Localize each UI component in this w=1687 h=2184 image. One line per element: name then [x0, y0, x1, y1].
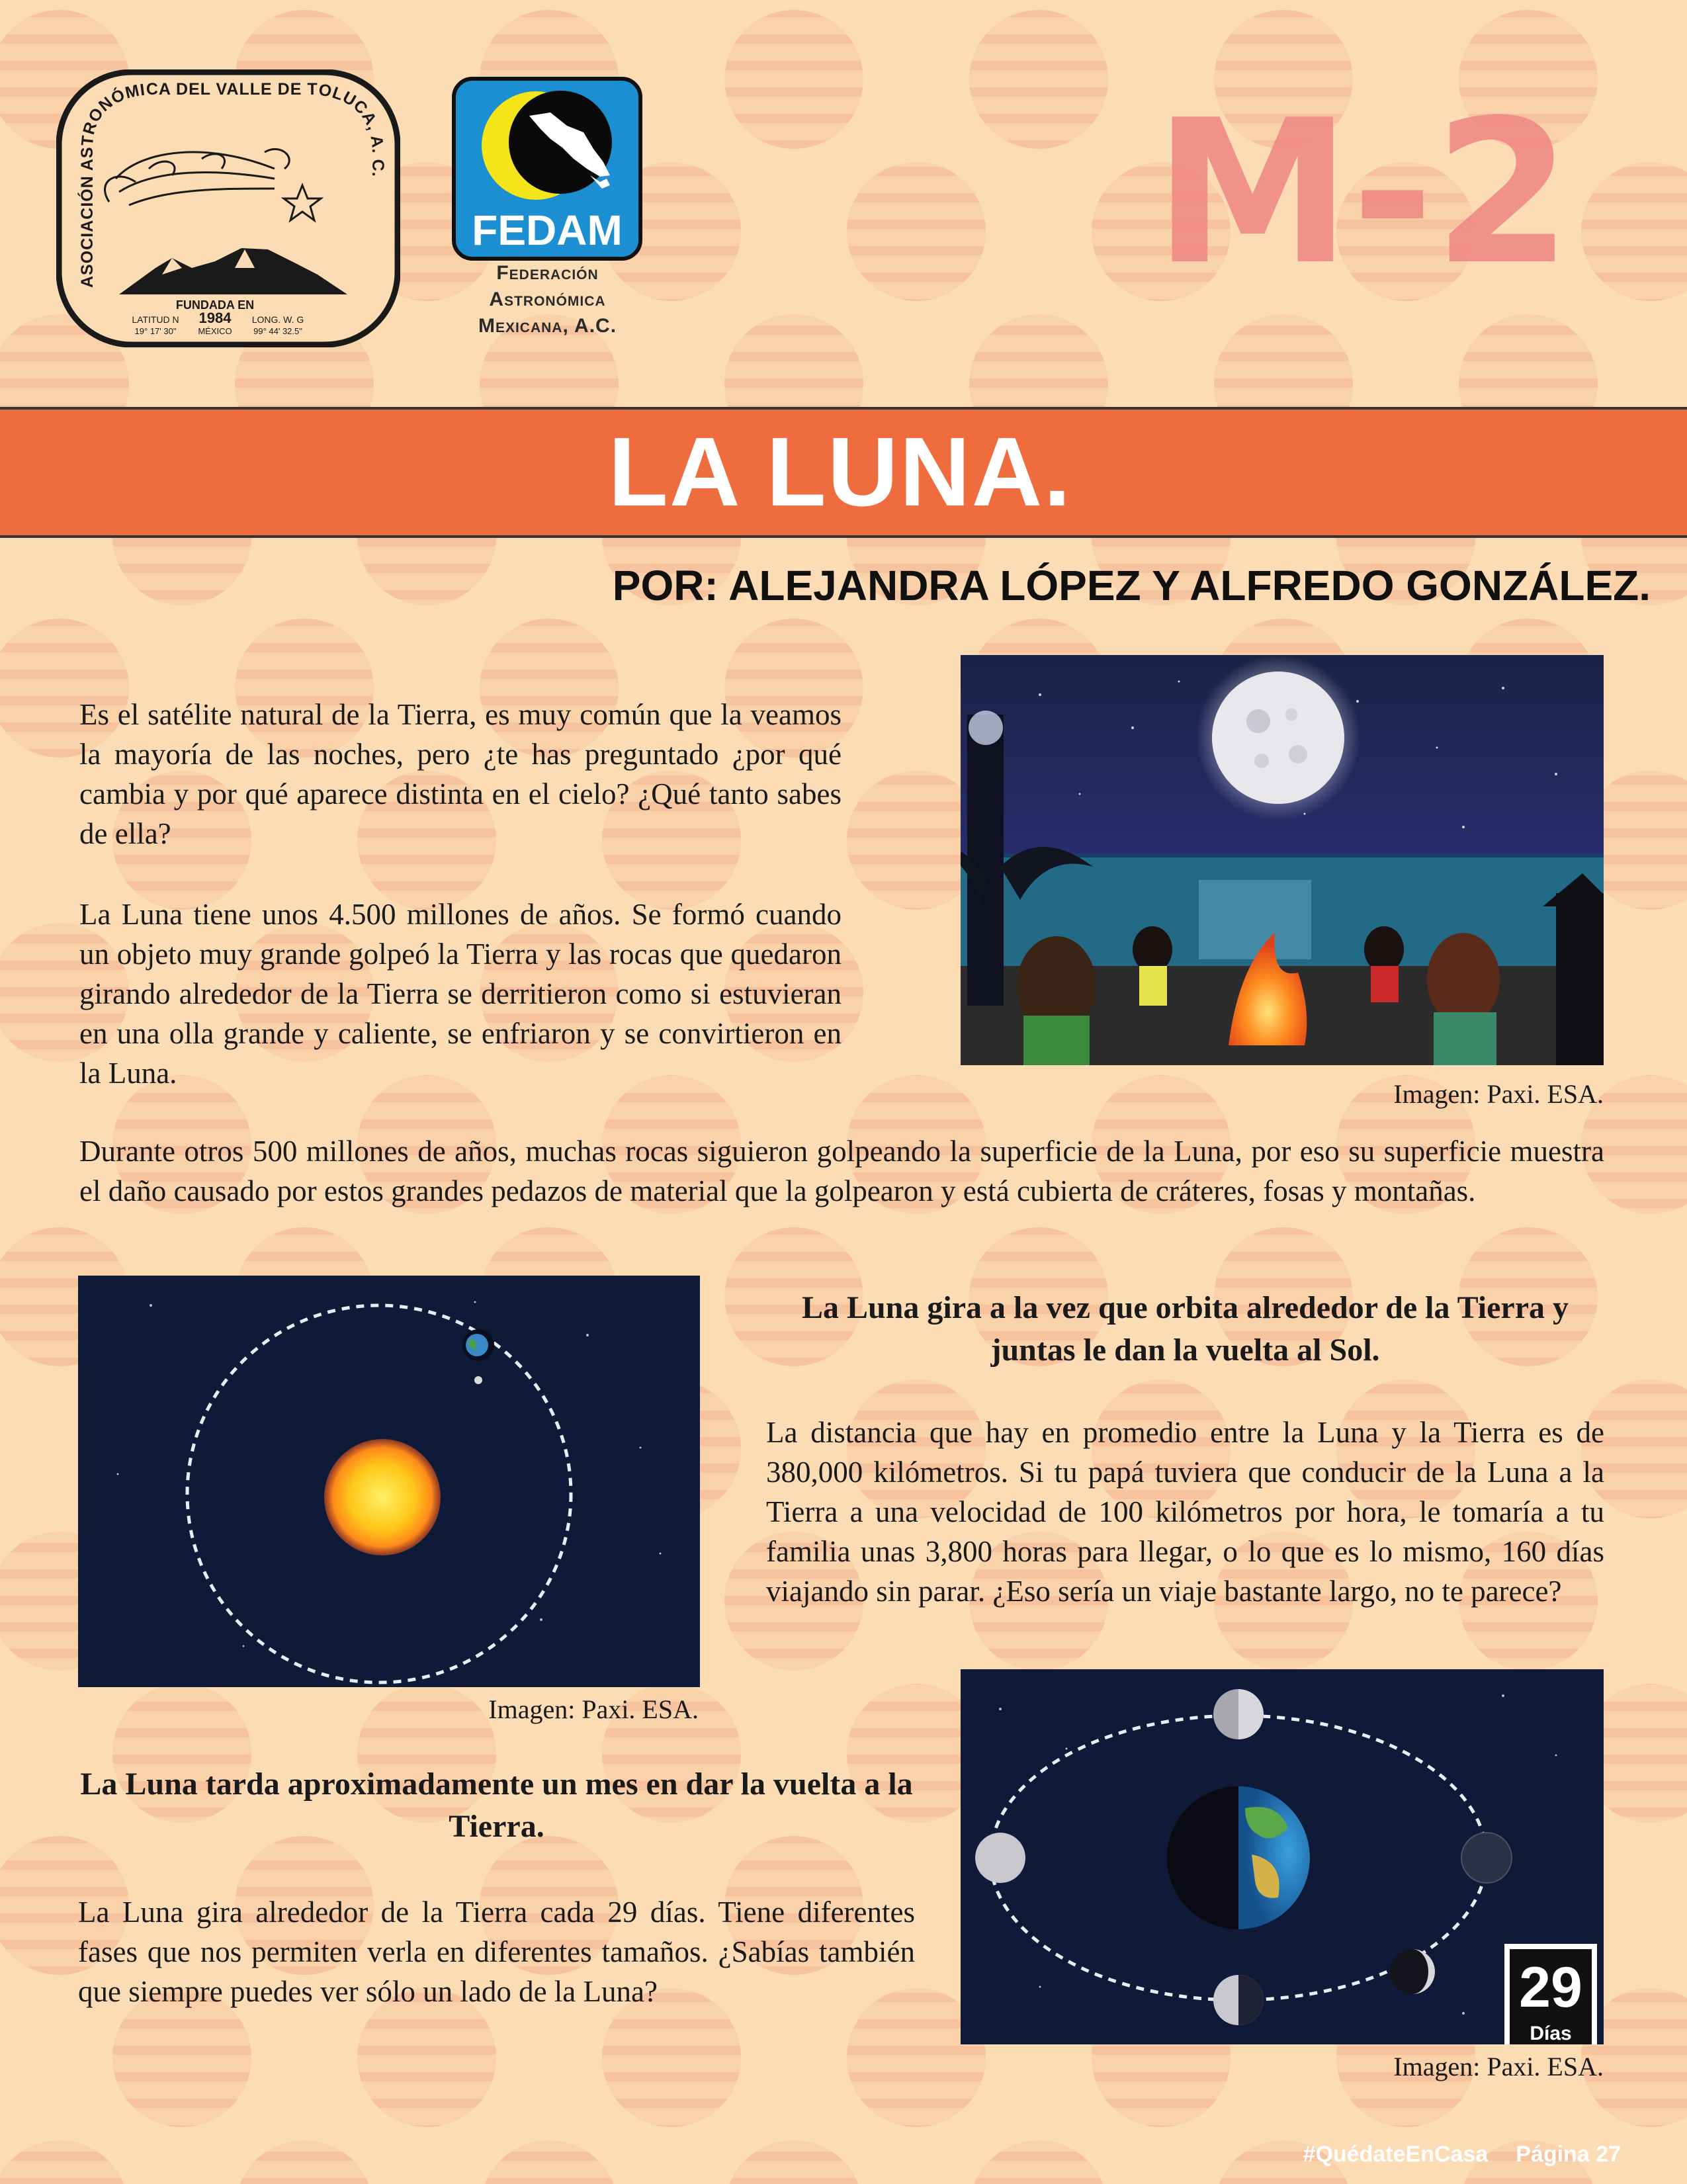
title-banner	[0, 407, 1687, 538]
paragraph-impacts: Durante otros 500 millones de años, muchas rocas siguieron golpeando la superficie de la Luna, por eso su superficie muestra el daño causado por estos grandes pedazos de material que la golpearon y está cubierta de cráteres, fosas y montañas.	[79, 1135, 1604, 1207]
aavt-latitude-value: 19° 17' 30"	[134, 326, 177, 336]
m2-mark-text: M-2	[1154, 86, 1572, 298]
fedam-caption	[423, 260, 671, 339]
image-caption-night: Imagen: Paxi. ESA.	[1393, 1079, 1604, 1109]
aavt-country: MÉXICO	[198, 326, 232, 336]
footer-hashtag: #QuédateEnCasa	[1303, 2142, 1489, 2167]
aavt-founded-label: FUNDADA EN	[175, 298, 255, 312]
image-caption-phases: Imagen: Paxi. ESA.	[1393, 2052, 1604, 2081]
page-footer	[1125, 2142, 1621, 2167]
fedam-caption-line1: Federación	[496, 262, 599, 284]
heading-month: La Luna tarda aproximadamente un mes en dar la vuelta a la Tierra.	[80, 1767, 913, 1844]
aavt-latitude-label: LATITUD N	[132, 314, 179, 325]
background-dot	[724, 10, 863, 149]
aavt-longitude-value: 99° 44' 32.5"	[253, 326, 302, 336]
aavt-longitude-label: LONG. W. G	[251, 314, 304, 325]
fedam-badge-text: FEDAM	[472, 206, 623, 254]
paragraph-intro: Es el satélite natural de la Tierra, es muy común que la veamos la mayoría de las noches, pero ¿te has preguntado ¿por qué cambia y por qué aparece distinta en el cielo? ¿Qué tanto sabes de ella?	[79, 698, 842, 850]
fedam-caption-line3: Mexicana, A.C.	[478, 315, 617, 337]
aavt-founded-year: 1984	[198, 310, 232, 326]
background-dot	[235, 2140, 374, 2184]
m2-mark	[1125, 86, 1588, 298]
byline: POR: ALEJANDRA LÓPEZ Y ALFREDO GONZÁLEZ.	[612, 562, 1651, 609]
background-dot	[847, 162, 986, 301]
image-caption-orbit: Imagen: Paxi. ESA.	[488, 1694, 699, 1724]
aavt-ring-text: ASOCIACIÓN ASTRONÓMICA DEL VALLE DE TOLUCA, A. C.	[77, 80, 388, 288]
paragraph-origin: La Luna tiene unos 4.500 millones de años. Se formó cuando un objeto muy grande golpeó la Tierra y las rocas que quedaron girando alrededor de la Tierra se derritieron como si estuvieran en una olla grande y caliente, se enfriaron y se convirtieron en la Luna.	[79, 898, 842, 1090]
background-dot	[724, 2140, 863, 2184]
orbit-illustration	[78, 1276, 700, 1687]
moon-phases-illustration	[961, 1669, 1604, 2044]
background-dot	[1581, 162, 1687, 301]
aavt-logo	[56, 69, 400, 347]
night-moon-illustration	[961, 655, 1604, 1065]
paragraph-distance: La distancia que hay en promedio entre la Luna y la Tierra es de 380,000 kilómetros. Si tu papá tuviera que conducir de la Luna a la Tierra a una velocidad de 100 kilómetros por hora, le tomaría a tu familia unas 3,800 horas para llegar, o lo que es lo mismo, 160 días viajando sin parar. ¿Eso sería un viaje bastante largo, no te parece?	[766, 1416, 1604, 1608]
footer-page-number: Página 27	[1516, 2142, 1621, 2167]
background-dot	[0, 2140, 129, 2184]
phases-days-label: Días	[1530, 2023, 1572, 2044]
phases-days-number: 29	[1519, 1956, 1582, 2019]
paragraph-phases: La Luna gira alrededor de la Tierra cada 29 días. Tiene diferentes fases que nos permiten verla en diferentes tamaños. ¿Sabías también que siempre puedes ver sólo un lado de la Luna?	[78, 1896, 915, 2008]
fedam-caption-line2: Astronómica	[489, 288, 606, 310]
background-dot	[969, 2140, 1108, 2184]
background-dot	[480, 2140, 619, 2184]
heading-orbit: La Luna gira a la vez que orbita alrededor de la Tierra y juntas le dan la vuelta al Sol.	[801, 1290, 1569, 1368]
page-title: LA LUNA.	[608, 417, 1072, 527]
background-dot	[969, 10, 1108, 149]
fedam-logo	[451, 76, 643, 261]
